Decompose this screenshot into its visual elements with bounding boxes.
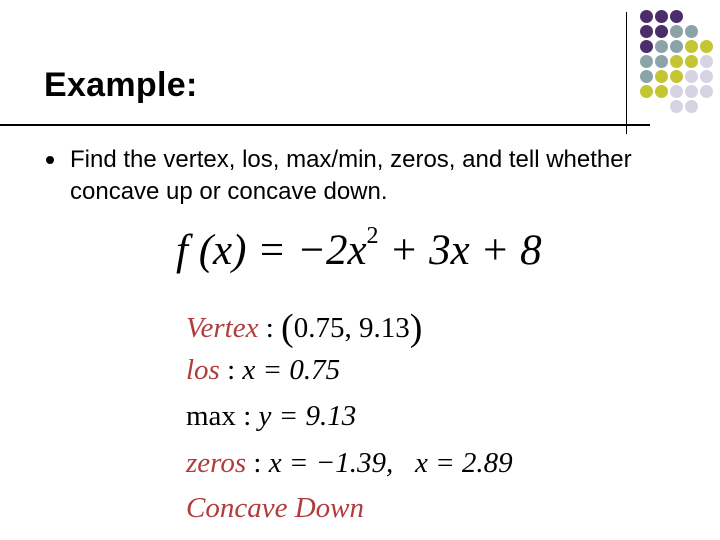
concavity-label: Concave Down <box>186 492 364 524</box>
function-equation <box>176 222 542 275</box>
dot-olive <box>655 70 668 83</box>
vertex-label: Vertex <box>186 312 259 344</box>
dot-olive <box>655 85 668 98</box>
title-rule <box>0 124 650 126</box>
dot-olive <box>700 40 713 53</box>
dot-teal <box>670 25 683 38</box>
dot-lavender <box>685 85 698 98</box>
max-label: max <box>186 400 236 432</box>
dot-olive <box>670 70 683 83</box>
dot-lavender <box>700 70 713 83</box>
dot-olive <box>640 85 653 98</box>
dot-teal <box>655 40 668 53</box>
equation-lhs: f (x) <box>176 227 247 274</box>
dot-teal <box>640 70 653 83</box>
dot-lavender <box>670 85 683 98</box>
equation-rhs-a: = −2x <box>257 227 367 274</box>
solution-vertex: Vertex : (0.75, 9.13) <box>186 307 423 349</box>
solution-los: los : x = 0.75 <box>186 354 341 386</box>
vertex-value: 0.75, 9.13 <box>293 312 410 344</box>
dot-purple <box>655 10 668 23</box>
bullet-text: Find the vertex, los, max/min, zeros, and tell whether concave up or concave down. <box>70 146 632 205</box>
dot-olive <box>670 55 683 68</box>
dot-purple <box>640 40 653 53</box>
solution-zeros: zeros : x = −1.39, x = 2.89 <box>186 447 513 479</box>
los-value: x = 0.75 <box>242 354 341 386</box>
dot-teal <box>655 55 668 68</box>
solution-concavity <box>186 492 364 525</box>
dot-purple <box>655 25 668 38</box>
dot-purple <box>640 10 653 23</box>
dot-teal <box>685 25 698 38</box>
dot-lavender <box>685 100 698 113</box>
dot-lavender <box>670 100 683 113</box>
dot-lavender <box>685 70 698 83</box>
dot-olive <box>685 40 698 53</box>
dot-teal <box>670 40 683 53</box>
corner-divider <box>626 12 627 134</box>
max-value: y = 9.13 <box>258 400 357 432</box>
dot-olive <box>685 55 698 68</box>
zeros-value-2: x = 2.89 <box>414 447 513 479</box>
zeros-label: zeros <box>186 447 247 479</box>
dot-lavender <box>700 85 713 98</box>
dot-purple <box>670 10 683 23</box>
dot-lavender <box>700 55 713 68</box>
los-label: los <box>186 354 220 386</box>
equation-rhs-b: + 3x + 8 <box>378 227 542 274</box>
zeros-value-1: x = −1.39, <box>268 447 394 479</box>
dot-teal <box>640 55 653 68</box>
equation-exponent: 2 <box>366 222 379 249</box>
solution-max: max : y = 9.13 <box>186 400 357 432</box>
bullet-icon <box>46 156 54 164</box>
slide-title: Example: <box>44 66 198 104</box>
dot-purple <box>640 25 653 38</box>
